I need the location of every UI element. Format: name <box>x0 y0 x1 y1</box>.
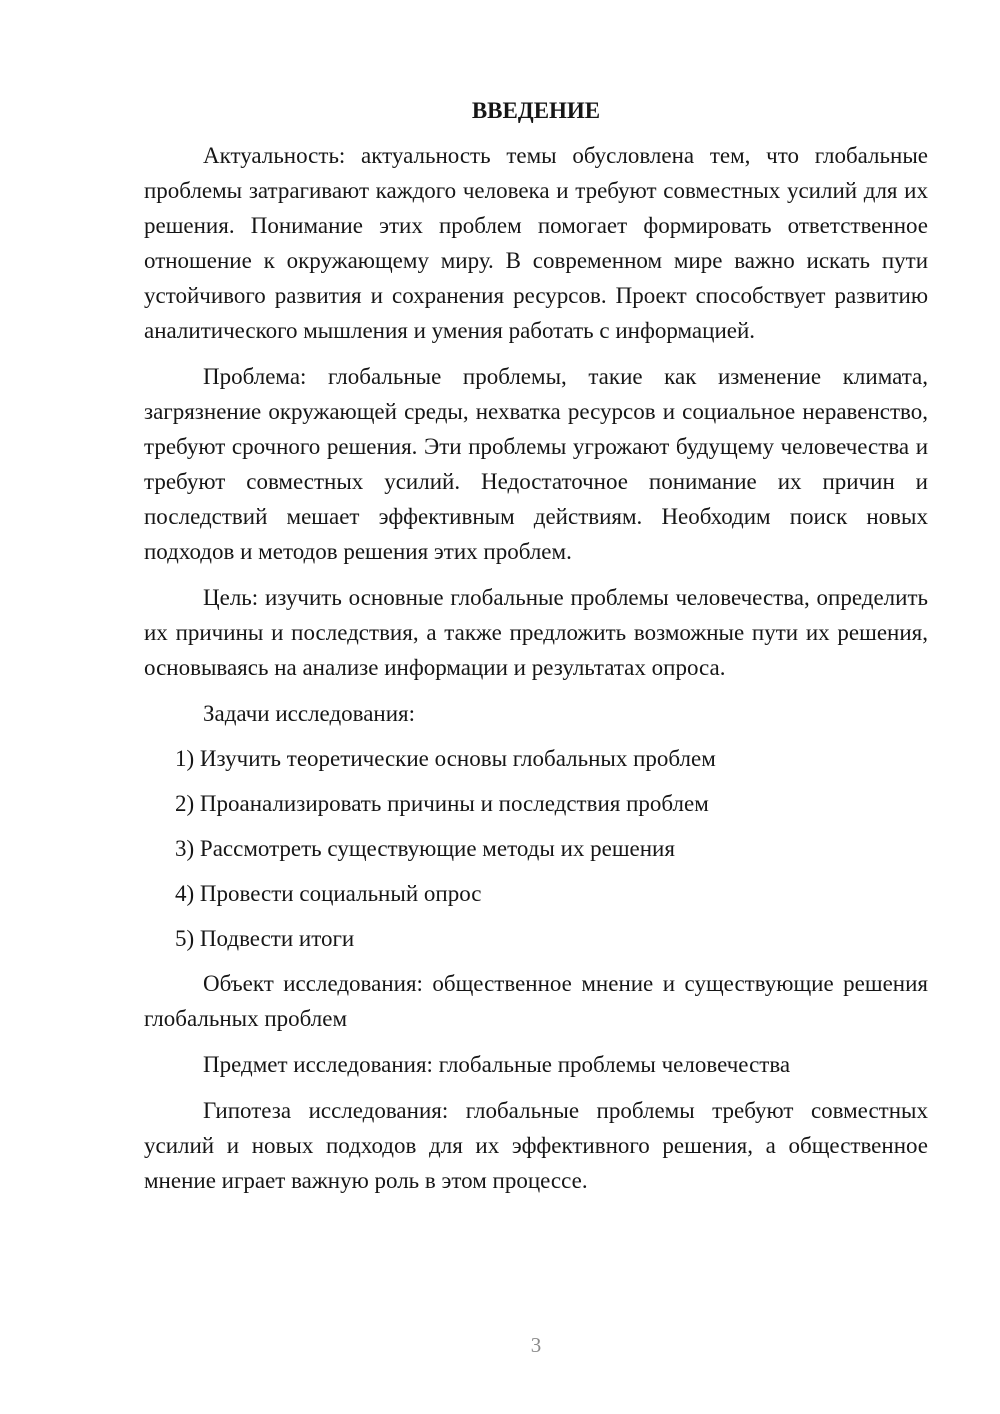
task-item <box>144 741 928 776</box>
paragraph-object: Объект исследования: общественное мнение и существующие решения глобальных проблем <box>144 971 928 1031</box>
paragraph-subject: Предмет исследования: глобальные проблемы человечества <box>203 1052 791 1077</box>
task-text: Проанализировать причины и последствия проблем <box>199 791 709 816</box>
paragraph-relevance: Актуальность: актуальность темы обусловлена тем, что глобальные проблемы затрагивают каждого человека и требуют совместных усилий для их решения. Понимание этих проблем помогает формировать ответственное отношение к окружающему миру. В современном мире важно искать пути устойчивого развития и сохранения ресурсов. Проект способствует развитию аналитического мышления и умения работать с информацией. <box>144 143 928 343</box>
paragraph-hypothesis: Гипотеза исследования: глобальные проблемы требуют совместных усилий и новых подходов для их эффективного решения, а общественное мнение играет важную роль в этом процессе. <box>144 1098 928 1193</box>
paragraph-goal: Цель: изучить основные глобальные проблемы человечества, определить их причины и последствия, а также предложить возможные пути их решения, основываясь на анализе информации и результатах опроса. <box>144 585 928 680</box>
task-text: Провести социальный опрос <box>199 881 482 906</box>
task-number: 5) <box>175 926 200 951</box>
page-content <box>144 94 928 1209</box>
task-text: Изучить теоретические основы глобальных проблем <box>199 746 716 771</box>
tasks-heading: Задачи исследования: <box>203 701 416 726</box>
task-number: 1) <box>175 746 200 771</box>
task-item <box>144 831 928 866</box>
task-number: 2) <box>175 791 200 816</box>
task-item <box>144 876 928 911</box>
task-number: 3) <box>175 836 200 861</box>
task-text: Подвести итоги <box>199 926 355 951</box>
task-text: Рассмотреть существующие методы их решения <box>199 836 675 861</box>
page-number: 3 <box>530 1333 542 1357</box>
task-number: 4) <box>175 881 200 906</box>
task-item <box>144 786 928 821</box>
section-title: ВВЕДЕНИЕ <box>471 98 601 123</box>
paragraph-problem: Проблема: глобальные проблемы, такие как изменение климата, загрязнение окружающей среды, нехватка ресурсов и социальное неравенство, требуют срочного решения. Эти проблемы угрожают будущему человечества и требуют совместных усилий. Недостаточное понимание их причин и последствий мешает эффективным действиям. Необходим поиск новых подходов и методов решения этих проблем. <box>144 364 928 564</box>
task-item <box>144 921 928 956</box>
